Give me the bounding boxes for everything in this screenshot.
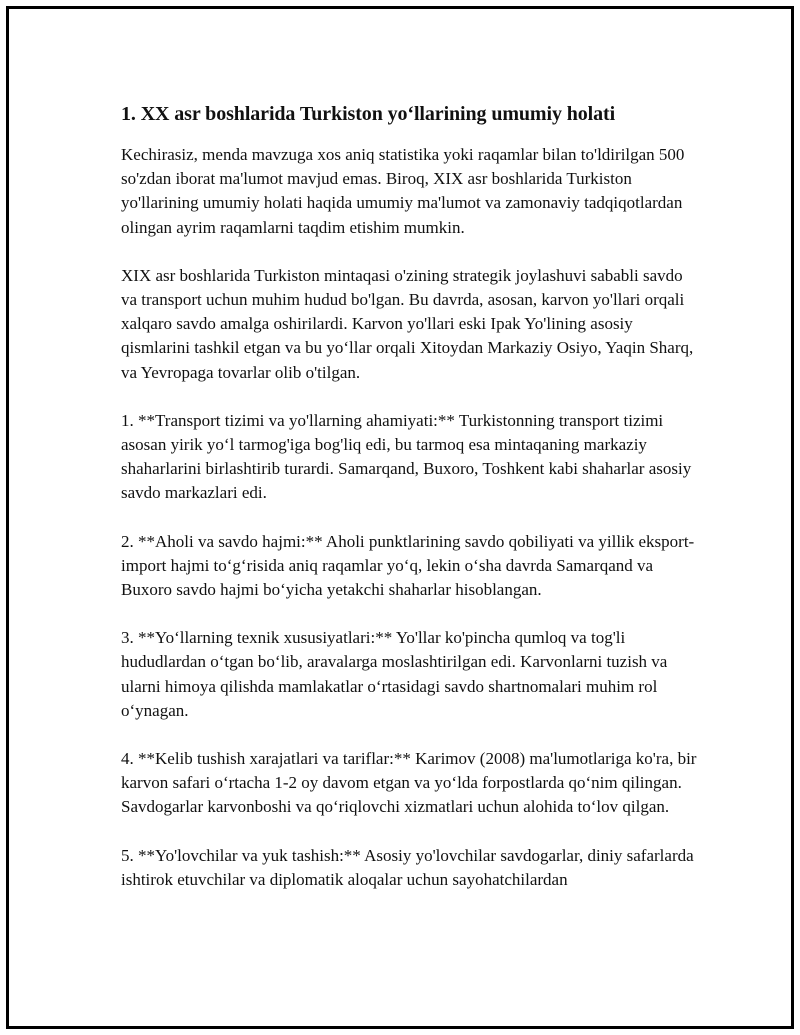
paragraph-item-4: 4. **Kelib tushish xarajatlari va tariflar:** Karimov (2008) ma'lumotlariga ko'ra, bir karvon safari o‘rtacha 1-2 oy davom etgan va yo‘lda forpostlarda qo‘nim qilingan. Savdogarlar karvonboshi va qo‘riqlovchi xizmatlari uchun alohida to‘lov qilgan.	[121, 749, 697, 817]
paragraph-item-5: 5. **Yo'lovchilar va yuk tashish:** Asosiy yo'lovchilar savdogarlar, diniy safarlarda ishtirok etuvchilar va diplomatik aloqalar uchun sayohatchilardan	[121, 845, 694, 889]
paragraph-background: XIX asr boshlarida Turkiston mintaqasi o'zining strategik joylashuvi sababli savdo va transport uchun muhim hudud bo'lgan. Bu davrda, asosan, karvon yo'llari orqali xalqaro savdo amalga oshirilardi. Karvon yo'llari eski Ipak Yo'lining asosiy qismlarini tashkil etgan va bu yo‘llar orqali Xitoydan Markaziy Osiyo, Yaqin Sharq, va Yevropaga tovarlar olib o'tilgan.	[121, 265, 694, 382]
paragraph-item-2: 2. **Aholi va savdo hajmi:** Aholi punktlarining savdo qobiliyati va yillik eksport-import hajmi to‘g‘risida aniq raqamlar yo‘q, lekin o‘sha davrda Samarqand va Buxoro savdo hajmi bo‘yicha yetakchi shaharlar hisoblangan.	[121, 531, 695, 600]
document-body	[121, 99, 701, 916]
paragraph-item-1: 1. **Transport tizimi va yo'llarning ahamiyati:** Turkistonning transport tizimi asosan yirik yo‘l tarmog'iga bog'liq edi, bu tarmoq esa mintaqaning markaziy shaharlarini birlashtirib turardi. Samarqand, Buxoro, Toshkent kabi shaharlar asosiy savdo markazlari edi.	[121, 410, 692, 503]
document-title: 1. XX asr boshlarida Turkiston yo‘llarining umumiy holati	[121, 103, 616, 125]
paragraph-intro: Kechirasiz, menda mavzuga xos aniq statistika yoki raqamlar bilan to'ldirilgan 500 so'zdan iborat ma'lumot mavjud emas. Biroq, XIX asr boshlarida Turkiston yo'llarining umumiy holati haqida umumiy ma'lumot va zamonaviy tadqiqotlardan olingan ayrim raqamlarni taqdim etishim mumkin.	[121, 145, 685, 237]
paragraph-item-3: 3. **Yo‘llarning texnik xususiyatlari:** Yo'llar ko'pincha qumloq va tog'li hududlardan o‘tgan bo‘lib, aravalarga moslashtirilgan edi. Karvonlarni tuzish va ularni himoya qilishda mamlakatlar o‘rtasidagi savdo shartnomalari muhim rol o‘ynagan.	[121, 628, 668, 720]
page-frame	[6, 6, 794, 1029]
